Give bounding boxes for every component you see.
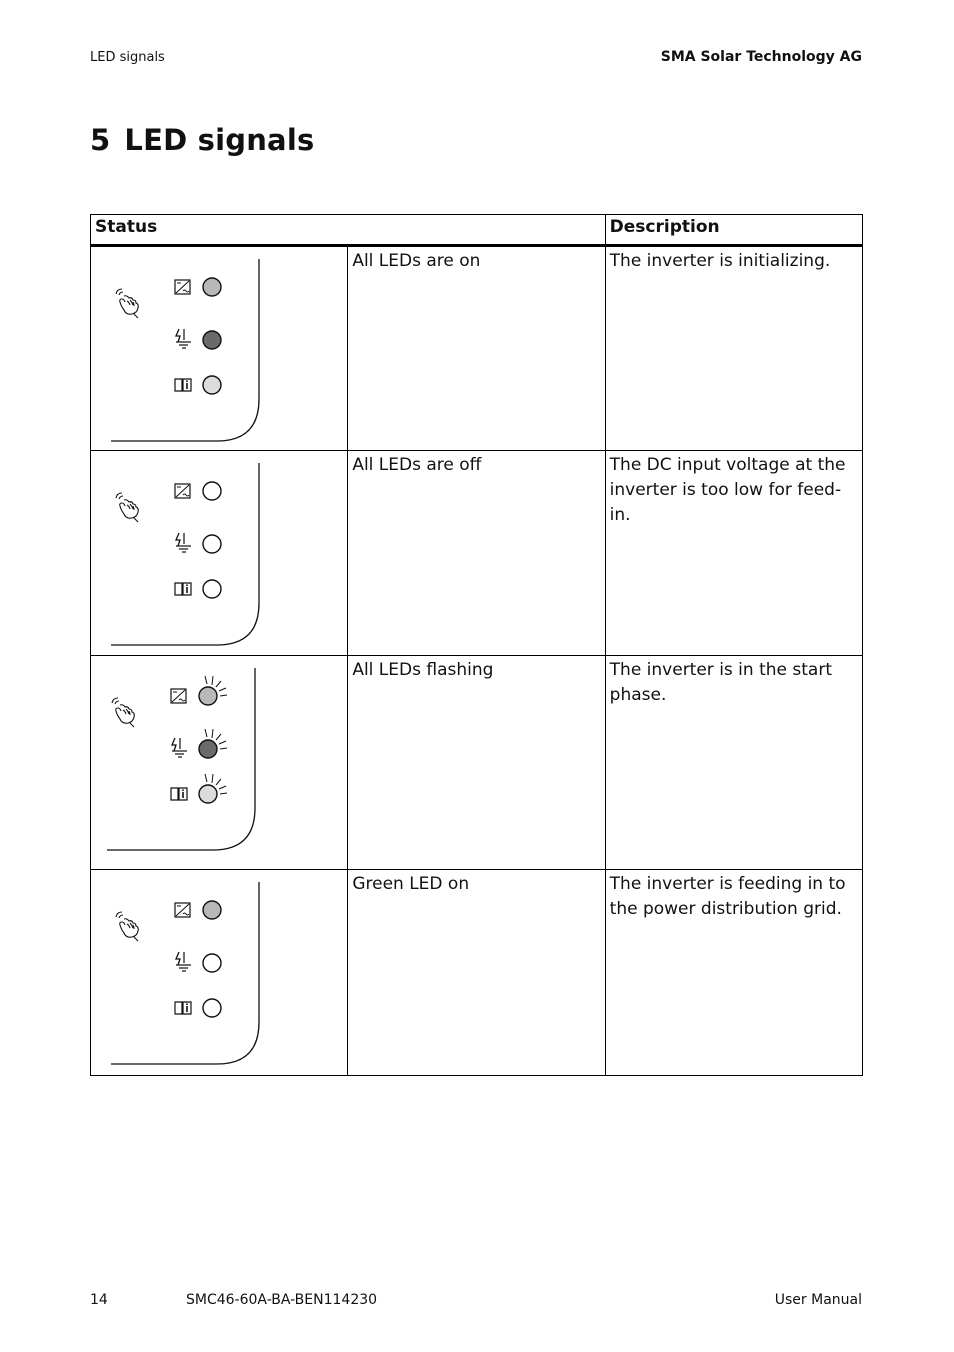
led-indicator xyxy=(203,482,221,500)
document-id: SMC46-60A-BA-BEN114230 xyxy=(186,1292,378,1308)
table-row xyxy=(91,870,863,1076)
status-description: The inverter is feeding in to the power distribution grid. xyxy=(605,870,862,1076)
led-indicator xyxy=(203,331,221,349)
document-type: User Manual xyxy=(774,1292,862,1308)
running-header-company: SMA Solar Technology AG xyxy=(660,49,862,65)
chapter-title-text: LED signals xyxy=(124,123,315,157)
led-panel-illustration xyxy=(91,451,283,651)
earth-fault-icon xyxy=(176,533,191,552)
led-indicator xyxy=(203,278,221,296)
led-panel-illustration xyxy=(91,870,283,1070)
led-signal-table xyxy=(90,214,863,1076)
info-book-icon xyxy=(171,788,187,800)
info-book-icon xyxy=(175,583,191,595)
earth-fault-icon xyxy=(172,738,187,757)
led-panel-cell xyxy=(91,870,348,1076)
led-panel-illustration xyxy=(91,656,283,856)
led-indicator xyxy=(203,999,221,1017)
table-row xyxy=(91,246,863,451)
info-book-icon xyxy=(175,379,191,391)
earth-fault-icon xyxy=(176,329,191,348)
status-label: All LEDs flashing xyxy=(348,656,605,870)
table-row xyxy=(91,451,863,656)
tap-hand-icon xyxy=(116,493,138,522)
led-indicator xyxy=(203,580,221,598)
led-indicator xyxy=(199,785,217,803)
led-indicator xyxy=(203,954,221,972)
led-indicator xyxy=(203,901,221,919)
running-header-section: LED signals xyxy=(90,50,165,65)
chapter-number: 5 xyxy=(90,123,111,157)
led-panel-cell xyxy=(91,246,348,451)
status-description: The inverter is initializing. xyxy=(605,246,862,451)
status-description: The inverter is in the start phase. xyxy=(605,656,862,870)
status-label: All LEDs are on xyxy=(348,246,605,451)
status-description: The DC input voltage at the inverter is too low for feed-in. xyxy=(605,451,862,656)
table-row xyxy=(91,656,863,870)
table-header-row xyxy=(91,215,863,246)
housing-outline xyxy=(107,668,255,850)
chapter-title xyxy=(90,123,314,157)
led-panel-cell xyxy=(91,451,348,656)
led-indicator xyxy=(203,376,221,394)
led-indicator xyxy=(199,687,217,705)
housing-outline xyxy=(111,463,259,645)
info-book-icon xyxy=(175,1002,191,1014)
earth-fault-icon xyxy=(176,952,191,971)
status-label: All LEDs are off xyxy=(348,451,605,656)
page-number: 14 xyxy=(90,1292,108,1308)
led-panel-illustration xyxy=(91,247,283,447)
led-indicator xyxy=(203,535,221,553)
column-header-description: Description xyxy=(605,215,862,246)
led-panel-cell xyxy=(91,656,348,870)
tap-hand-icon xyxy=(116,289,138,318)
led-indicator xyxy=(199,740,217,758)
tap-hand-icon xyxy=(112,698,134,727)
status-label: Green LED on xyxy=(348,870,605,1076)
column-header-status: Status xyxy=(91,215,606,246)
housing-outline xyxy=(111,259,259,441)
tap-hand-icon xyxy=(116,912,138,941)
housing-outline xyxy=(111,882,259,1064)
